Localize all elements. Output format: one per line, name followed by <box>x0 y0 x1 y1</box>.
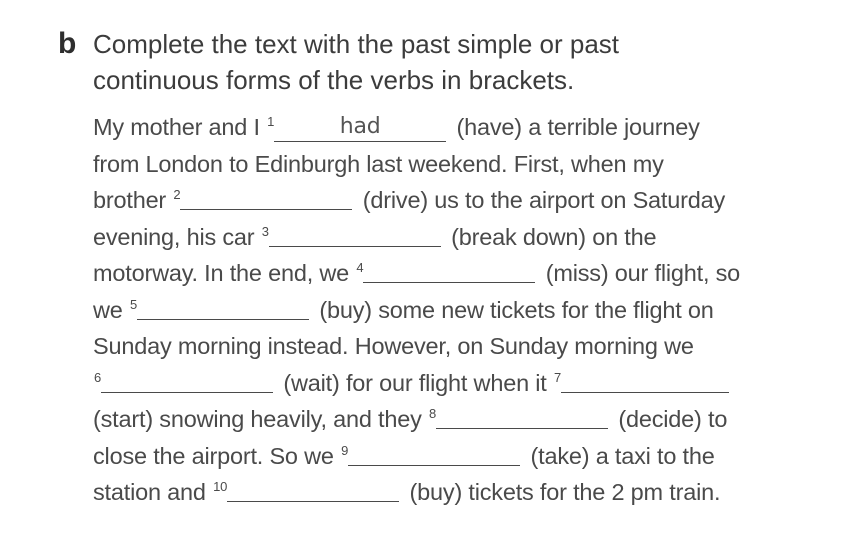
text-segment: (drive) us to the airport on Saturday <box>362 187 726 213</box>
text-segment: Sunday morning instead. However, on Sunday morning we <box>93 333 694 359</box>
instruction-line-2: continuous forms of the verbs in brackets. <box>93 65 575 95</box>
gap-fill-text <box>93 109 833 511</box>
gap-number-6: 6 <box>94 369 102 385</box>
text-segment: (buy) tickets for the 2 pm train. <box>409 479 721 505</box>
gap-number-2: 2 <box>173 187 181 202</box>
text-segment: we <box>93 296 123 323</box>
text-segment: (miss) our flight, so <box>545 260 741 286</box>
gap-number-3: 3 <box>261 223 269 239</box>
answer-1: had <box>339 114 381 139</box>
text-segment: from London to Edinburgh last weekend. First, when my <box>93 150 664 177</box>
text-segment: (take) a taxi to the <box>530 442 715 469</box>
text-segment: (decide) to <box>618 406 728 432</box>
text-segment: station and <box>93 479 206 505</box>
gap-number-1: 1 <box>267 114 275 129</box>
gap-number-10: 10 <box>213 479 228 494</box>
gap-number-5: 5 <box>129 296 138 312</box>
text-segment: My mother and I <box>93 114 260 140</box>
text-segment: (break down) on the <box>451 223 657 250</box>
text-line-4 <box>93 219 833 256</box>
text-line-10 <box>93 438 833 475</box>
instruction <box>93 26 813 98</box>
text-line-5 <box>93 255 833 292</box>
text-line-9 <box>93 401 833 438</box>
text-segment: (buy) some new tickets for the flight on <box>319 296 714 323</box>
gap-number-4: 4 <box>356 260 364 275</box>
answer-blank-5[interactable] <box>137 295 309 320</box>
text-line-11 <box>93 474 833 511</box>
instruction-line-1: Complete the text with the past simple or past <box>93 29 620 59</box>
gap-number-9: 9 <box>341 442 349 458</box>
answer-blank-3[interactable] <box>269 222 441 247</box>
answer-blank-2[interactable] <box>180 185 352 210</box>
text-segment: evening, his car <box>93 223 255 250</box>
answer-blank-9[interactable] <box>348 441 520 466</box>
gap-number-7: 7 <box>553 369 561 385</box>
answer-blank-10[interactable] <box>227 477 399 502</box>
exercise-letter: b <box>58 27 77 60</box>
text-segment: (have) a terrible journey <box>456 114 700 140</box>
answer-blank-4[interactable] <box>363 258 535 283</box>
text-segment: close the airport. So we <box>93 442 334 469</box>
text-line-2 <box>93 146 833 183</box>
text-line-6 <box>93 292 833 329</box>
text-segment: (start) snowing heavily, and they <box>93 406 422 432</box>
text-line-3 <box>93 182 833 219</box>
answer-blank-1[interactable] <box>274 114 446 142</box>
answer-blank-7[interactable] <box>561 368 729 393</box>
text-segment: brother <box>93 187 167 213</box>
text-line-8 <box>93 365 833 402</box>
text-line-1 <box>93 109 833 146</box>
text-segment: motorway. In the end, we <box>93 260 350 286</box>
answer-blank-8[interactable] <box>436 404 608 429</box>
text-line-7 <box>93 328 833 365</box>
gap-number-8: 8 <box>429 406 437 421</box>
text-segment: (wait) for our flight when it <box>283 369 547 396</box>
answer-blank-6[interactable] <box>101 368 273 393</box>
